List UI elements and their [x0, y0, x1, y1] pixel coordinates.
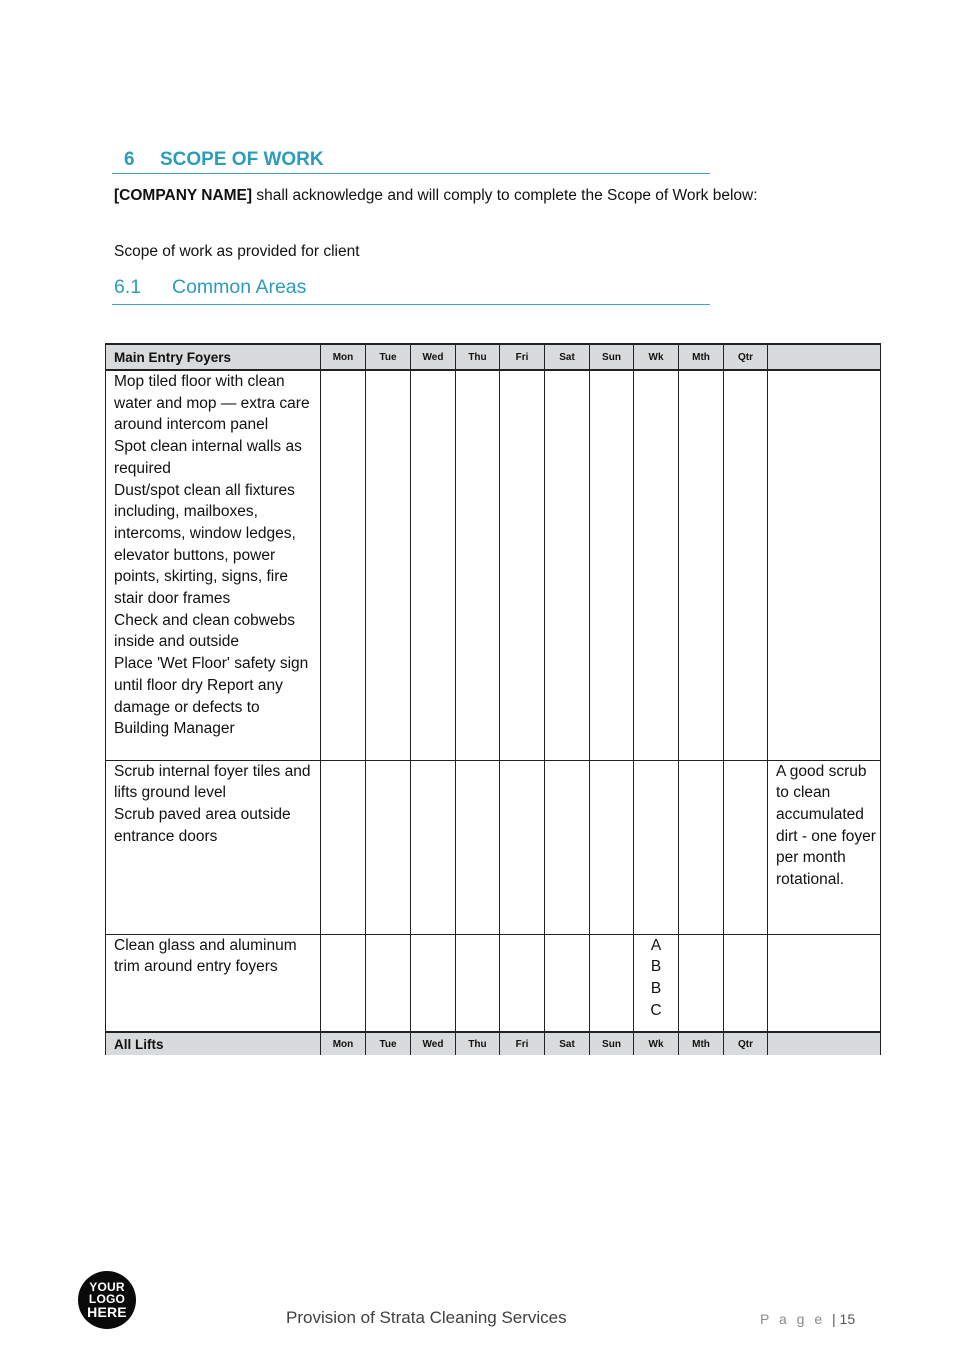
- tue-cell: [366, 934, 411, 1032]
- col-header: Mon: [321, 344, 366, 370]
- note-cell: [768, 934, 881, 1032]
- logo-line: YOUR: [89, 1280, 125, 1294]
- wk-code: A: [650, 936, 662, 954]
- col-header: [768, 1032, 881, 1055]
- logo-line: LOGO: [88, 1292, 126, 1306]
- wk-cell: [634, 370, 679, 760]
- mth-cell: [679, 934, 724, 1032]
- wed-cell: [411, 760, 456, 934]
- thu-cell: [456, 934, 500, 1032]
- group-title: Main Entry Foyers: [106, 344, 321, 370]
- col-header: Mon: [321, 1032, 366, 1055]
- fri-cell: [500, 370, 545, 760]
- scope-table: [105, 343, 881, 1055]
- task-line: Check and clean cobwebs inside and outside: [114, 611, 295, 651]
- mth-cell: [679, 370, 724, 760]
- qtr-cell: [724, 370, 768, 760]
- table-row: [106, 934, 881, 1032]
- mth-cell: [679, 760, 724, 934]
- mon-cell: [321, 760, 366, 934]
- section-heading: [112, 146, 710, 174]
- subsection-number: 6.1: [114, 276, 142, 298]
- intro-paragraph: [114, 187, 758, 205]
- logo: [78, 1271, 136, 1329]
- sat-cell: [545, 934, 590, 1032]
- task-line: Place 'Wet Floor' safety sign until floor dry Report any damage or defects to Building Manager: [114, 655, 309, 738]
- mon-cell: [321, 934, 366, 1032]
- qtr-cell: [724, 934, 768, 1032]
- task-cell: [106, 760, 321, 934]
- col-header: Wk: [634, 344, 679, 370]
- col-header: Sun: [590, 1032, 634, 1055]
- wk-code: C: [650, 1001, 662, 1019]
- page-number: | 15: [832, 1311, 856, 1327]
- wed-cell: [411, 934, 456, 1032]
- company-name: [COMPANY NAME]: [114, 187, 253, 204]
- task-line: Scrub internal foyer tiles and lifts ground level: [114, 762, 311, 802]
- tue-cell: [366, 760, 411, 934]
- task-line: Scrub paved area outside entrance doors: [114, 805, 291, 845]
- col-header: Fri: [500, 344, 545, 370]
- sat-cell: [545, 760, 590, 934]
- mon-cell: [321, 370, 366, 760]
- group-title: All Lifts: [106, 1032, 321, 1055]
- col-header: Sun: [590, 344, 634, 370]
- task-cell: [106, 934, 321, 1032]
- col-header: Tue: [366, 344, 411, 370]
- sun-cell: [590, 934, 634, 1032]
- logo-line: HERE: [87, 1304, 127, 1320]
- task-line: Mop tiled floor with clean water and mop — extra care around intercom panel: [114, 373, 310, 434]
- col-header: Sat: [545, 344, 590, 370]
- fri-cell: [500, 934, 545, 1032]
- thu-cell: [456, 760, 500, 934]
- wk-code: B: [650, 979, 662, 997]
- task-line: Clean glass and aluminum trim around entry foyers: [114, 936, 297, 976]
- col-header: Thu: [456, 1032, 500, 1055]
- tue-cell: [366, 370, 411, 760]
- sun-cell: [590, 370, 634, 760]
- table-header-row: [106, 344, 881, 370]
- col-header: Qtr: [724, 1032, 768, 1055]
- table-row: [106, 370, 881, 760]
- wk-code: B: [650, 958, 662, 976]
- task-line: Dust/spot clean all fixtures including, mailboxes, intercoms, window ledges, elevator buttons, power points, skirting, signs, fire stair door frames: [114, 481, 296, 608]
- thu-cell: [456, 370, 500, 760]
- col-header: Mth: [679, 344, 724, 370]
- scope-line: Scope of work as provided for client: [114, 243, 360, 260]
- qtr-cell: [724, 760, 768, 934]
- col-header: Qtr: [724, 344, 768, 370]
- col-header: Wk: [634, 1032, 679, 1055]
- col-header: Tue: [366, 1032, 411, 1055]
- intro-text: shall acknowledge and will comply to complete the Scope of Work below:: [252, 187, 758, 204]
- note-cell: A good scrub to clean accumulated dirt - one foyer per month rotational.: [768, 760, 881, 934]
- section-number: 6: [124, 149, 135, 170]
- col-header: Mth: [679, 1032, 724, 1055]
- task-cell: [106, 370, 321, 760]
- col-header: Thu: [456, 344, 500, 370]
- sun-cell: [590, 760, 634, 934]
- note-cell: [768, 370, 881, 760]
- wk-cell: [634, 760, 679, 934]
- table-header-row: [106, 1032, 881, 1055]
- footer-title: Provision of Strata Cleaning Services: [286, 1308, 567, 1327]
- table-row: [106, 760, 881, 934]
- col-header: Sat: [545, 1032, 590, 1055]
- fri-cell: [500, 760, 545, 934]
- subsection-heading: [112, 275, 710, 305]
- wk-cell: [634, 934, 679, 1032]
- section-title: SCOPE OF WORK: [160, 149, 324, 170]
- col-header: Fri: [500, 1032, 545, 1055]
- page-indicator: [760, 1311, 855, 1327]
- col-header: [768, 344, 881, 370]
- page-label: P a g e: [760, 1311, 826, 1327]
- wed-cell: [411, 370, 456, 760]
- col-header: Wed: [411, 344, 456, 370]
- sat-cell: [545, 370, 590, 760]
- task-line: Spot clean internal walls as required: [114, 438, 302, 477]
- subsection-title: Common Areas: [172, 276, 307, 298]
- col-header: Wed: [411, 1032, 456, 1055]
